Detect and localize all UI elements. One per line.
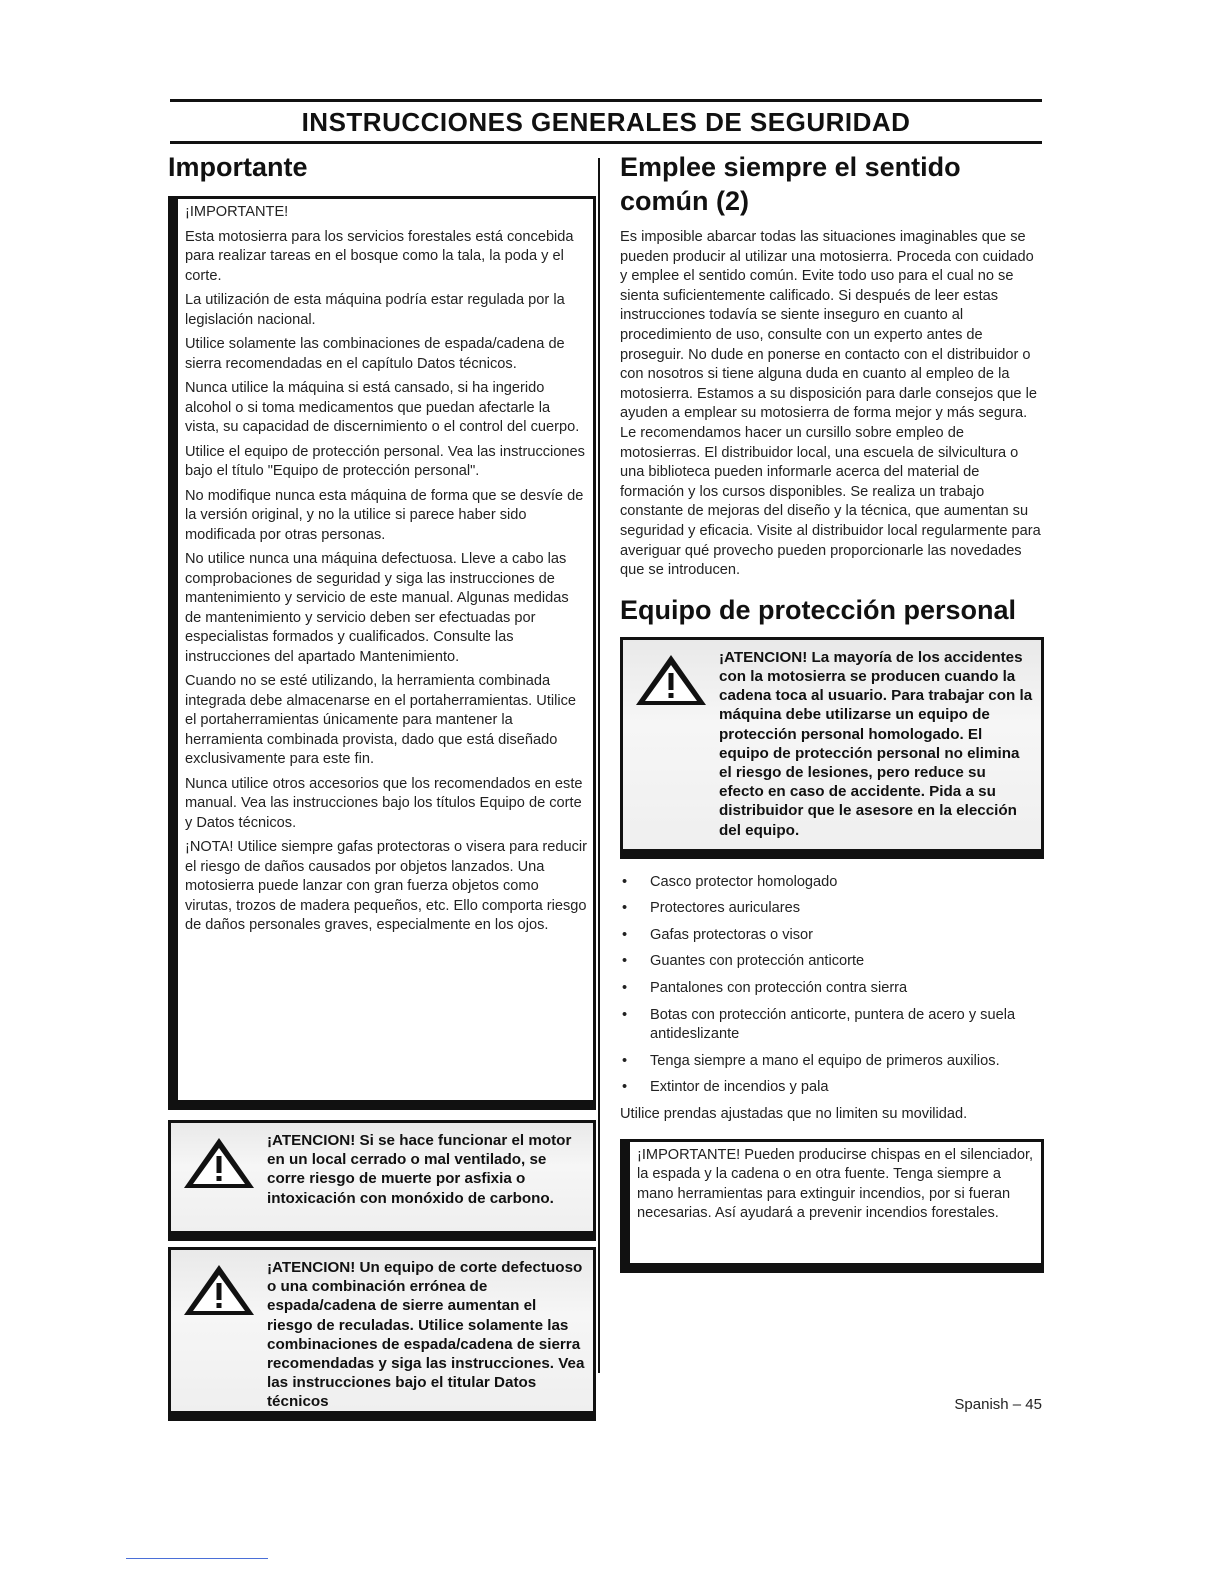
list-item [620, 899, 1044, 919]
equipment-list [620, 873, 1044, 1098]
warning-box-protective-equipment [620, 637, 1044, 859]
bullet-icon: • [622, 873, 628, 890]
column-divider [598, 158, 600, 1373]
page-header [170, 99, 1042, 144]
warning-triangle-icon [181, 1131, 267, 1196]
list-item-text: Tenga siempre a mano el equipo de primeros auxilios. [650, 1052, 1000, 1069]
section-heading-sentido-comun: Emplee siempre el sentido común (2) [620, 152, 961, 216]
footer-rule [126, 1558, 268, 1559]
list-item [620, 952, 1044, 972]
list-item [620, 979, 1044, 999]
important-paragraph: La utilización de esta máquina podría estar regulada por la legislación nacional. [185, 292, 565, 328]
bullet-icon: • [622, 1052, 628, 1069]
important-paragraph: Utilice el equipo de protección personal. Vea las instrucciones bajo el título "Equipo de protección personal". [185, 443, 585, 479]
section-heading-importante: Importante [168, 152, 308, 182]
warning-text: ¡ATENCION! Un equipo de corte defectuoso o una combinación errónea de espada/cadena de sierre aumentan el riesgo de reculadas. Utilice solamente las combinaciones de espada/cadena de sierra recomendadas y siga las instrucciones. Vea las instrucciones bajo el titular Datos técnicos [267, 1259, 585, 1411]
important-box [168, 196, 596, 1110]
list-item-text: Guantes con protección anticorte [650, 953, 865, 970]
warning-triangle-icon [633, 648, 719, 713]
important-paragraph: ¡IMPORTANTE! Pueden producirse chispas en el silenciador, la espada y la cadena o en otra fuente. Tenga siempre a mano herramientas para extinguir incendios, por si fueran necesarias. Así ayudará a prevenir incendios forestales. [637, 1146, 1034, 1222]
left-column [168, 150, 596, 1421]
important-paragraph: No modifique nunca esta máquina de forma que se desvíe de la versión original, y no la utilice si parece haber sido modificada por otras personas. [185, 487, 584, 543]
bullet-icon: • [622, 1079, 628, 1096]
important-paragraph: ¡IMPORTANTE! [185, 204, 289, 220]
warning-text: ¡ATENCION! La mayoría de los accidentes con la motosierra se producen cuando la cadena toca al usuario. Para trabajar con la máquina debe utilizarse un equipo de protección personal homologado. El equipo de protección personal no elimina el riesgo de lesiones, pero reduce su efecto en caso de accidente. Pida a su distribuidor que le asesore en la elección del equipo. [719, 648, 1033, 839]
important-paragraph: Esta motosierra para los servicios forestales está concebida para realizar tareas en el bosque como la tala, la poda y el corte. [185, 228, 574, 284]
important-paragraph: ¡NOTA! Utilice siempre gafas protectoras o visera para reducir el riesgo de daños causados por objetos lanzados. Una motosierra puede lanzar con gran fuerza objetos como virutas, trozos de madera pequeños, etc. Ello comporta riesgo de daños personales graves, especialmente en los ojos. [185, 839, 588, 933]
list-item-text: Extintor de incendios y pala [650, 1079, 829, 1096]
list-item [620, 1052, 1044, 1072]
bullet-icon: • [622, 980, 628, 997]
clothing-note: Utilice prendas ajustadas que no limiten su movilidad. [620, 1106, 968, 1123]
warning-box-kickback [168, 1247, 596, 1421]
important-paragraph: No utilice nunca una máquina defectuosa. Lleve a cabo las comprobaciones de seguridad y siga las instrucciones de mantenimiento y servicio de este manual. Algunas medidas de mantenimiento y servicio deben ser efectuadas por especialistas formados y cualificados. Consulte las instrucciones del apartado Mantenimiento. [185, 551, 569, 665]
important-paragraph: Cuando no se esté utilizando, la herramienta combinada integrada debe almacenarse en el portaherramientas. Utilice el portaherramientas únicamente para mantener la herramienta combinada provista, dado que está diseñado exclusivamente para este fin. [185, 673, 577, 767]
list-item [620, 1078, 1044, 1098]
important-paragraph: Nunca utilice otros accesorios que los recomendados en este manual. Vea las instrucciones bajo los títulos Equipo de corte y Datos técnicos. [185, 775, 583, 831]
list-item-text: Botas con protección anticorte, puntera de acero y suela antideslizante [650, 1006, 1016, 1043]
bullet-icon: • [622, 1006, 628, 1023]
important-paragraph: Nunca utilice la máquina si está cansado, si ha ingerido alcohol o si toma medicamentos que puedan afectarle la vista, su capacidad de discernimiento o el control del cuerpo. [185, 380, 580, 435]
list-item-text: Gafas protectoras o visor [650, 926, 814, 943]
list-item-text: Casco protector homologado [650, 873, 838, 890]
right-column [620, 150, 1044, 1273]
warning-text: ¡ATENCION! Si se hace funcionar el motor en un local cerrado o mal ventilado, se corre riesgo de muerte por asfixia o intoxicación con monóxido de carbono. [267, 1132, 572, 1207]
bullet-icon: • [622, 900, 628, 917]
page-title: INSTRUCCIONES GENERALES DE SEGURIDAD [301, 107, 911, 137]
list-item [620, 926, 1044, 946]
bullet-icon: • [622, 926, 628, 943]
warning-triangle-icon [181, 1258, 267, 1323]
section-heading-equipo-proteccion: Equipo de protección personal [620, 594, 1017, 625]
warning-box-carbon-monoxide [168, 1120, 596, 1241]
common-sense-paragraph: Es imposible abarcar todas las situaciones imaginables que se pueden producir al utilizar una motosierra. Proceda con cuidado y emplee el sentido común. Evite todo uso para el cual no se sienta suficientemente calificado. Si después de leer estas instrucciones todavía se siente inseguro en cuanto al procedimiento de uso, consulte con un experto antes de proseguir. No dude en ponerse en contacto con el distribuidor o con nosotros si tiene alguna duda en cuanto al empleo de la motosierra. Estamos a su disposición para darle consejos que le ayuden a emplear su motosierra de forma mejor y más segura. Le recomendamos hacer un cursillo sobre empleo de motosierras. El distribuidor local, una escuela de silvicultura o una biblioteca pueden informarle acerca del material de formación y los cursos disponibles. Se realiza un trabajo constante de mejoras del diseño y la técnica, que aumentan su seguridad y eficacia. Visite al distribuidor local regularmente para averiguar qué provecho pueden proporcionarle las novedades que se introducen. [620, 229, 1041, 579]
list-item [620, 873, 1044, 893]
list-item-text: Pantalones con protección contra sierra [650, 980, 908, 997]
bullet-icon: • [622, 953, 628, 970]
important-box-sparks [620, 1139, 1044, 1273]
list-item-text: Protectores auriculares [650, 900, 801, 917]
list-item [620, 1006, 1044, 1045]
page-number: Spanish – 45 [954, 1396, 1042, 1413]
important-paragraph: Utilice solamente las combinaciones de espada/cadena de sierra recomendadas en el capítulo Datos técnicos. [185, 336, 565, 372]
